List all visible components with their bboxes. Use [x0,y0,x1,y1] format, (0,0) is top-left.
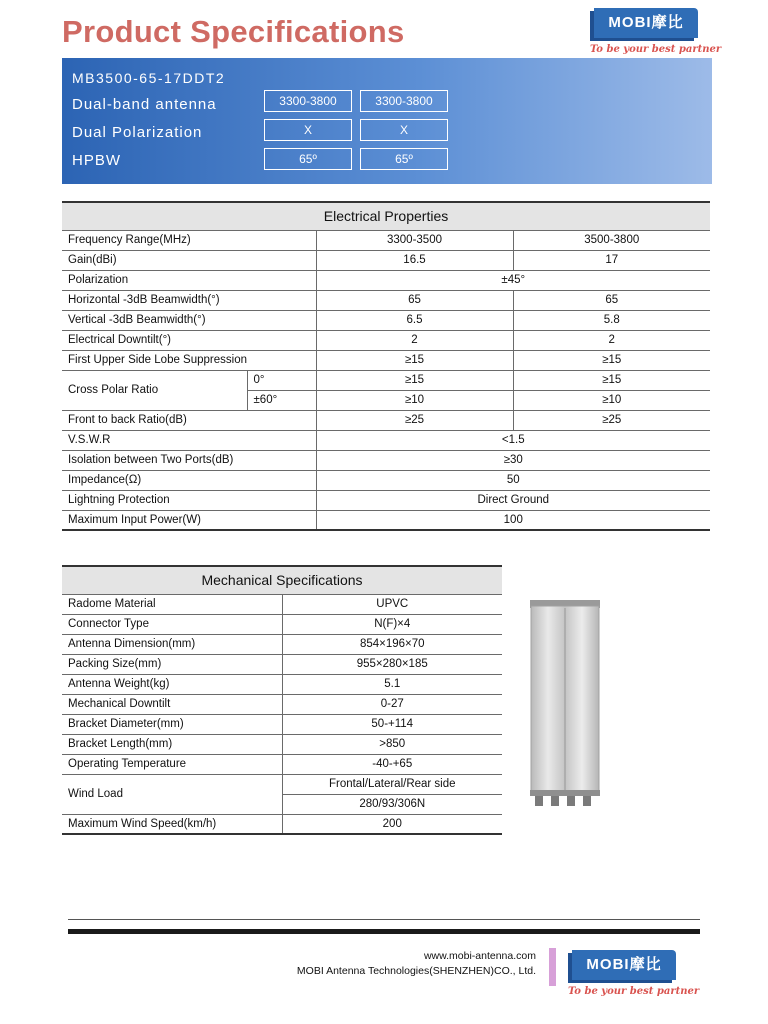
table-row [62,694,502,714]
cell-value: ≥25 [513,410,710,430]
cell-value: ≥25 [316,410,513,430]
cell-value: Direct Ground [316,490,710,510]
connector-icon [551,796,559,806]
cell-value: N(F)×4 [282,614,502,634]
footer-company: MOBI Antenna Technologies(SHENZHEN)CO., Ltd. [296,965,536,977]
model-banner [62,58,712,184]
row-label: Maximum Wind Speed(km/h) [62,814,282,834]
table-row [62,470,710,490]
logo-slogan: To be your best partner [590,44,722,55]
banner-label-hpbw: HPBW [72,152,121,169]
row-label: V.S.W.R [62,430,316,450]
table-row [62,250,710,270]
banner-label-polarization: Dual Polarization [72,124,203,141]
cell-value: 16.5 [316,250,513,270]
table-row [62,634,502,654]
row-label: Mechanical Downtilt [62,694,282,714]
cell-value: 2 [316,330,513,350]
antenna-bottom-cap [530,790,600,796]
cell-value: 50 [316,470,710,490]
cell-value: 100 [316,510,710,530]
cell-value: 50-+114 [282,714,502,734]
cell-value: >850 [282,734,502,754]
table-row [62,310,710,330]
cell-value: ≥15 [513,350,710,370]
table-row [62,290,710,310]
row-label: Packing Size(mm) [62,654,282,674]
connector-icon [535,796,543,806]
row-label: Electrical Downtilt(°) [62,330,316,350]
logo-text: MOBI摩比 [586,956,662,973]
electrical-title: Electrical Properties [62,202,710,230]
row-label: Horizontal -3dB Beamwidth(°) [62,290,316,310]
footer-website: www.mobi-antenna.com [423,950,536,962]
banner-label-band: Dual-band antenna [72,96,217,113]
banner-band-col1: 3300-3800 [264,90,352,112]
banner-hpbw-col1: 65º [264,148,352,170]
cell-value: ≥15 [513,370,710,390]
table-row [62,330,710,350]
row-label: Operating Temperature [62,754,282,774]
row-label: Bracket Length(mm) [62,734,282,754]
table-row [62,230,710,250]
logo-text: MOBI摩比 [608,14,684,31]
banner-polarization-col2: X [360,119,448,141]
table-row [62,754,502,774]
row-label: Antenna Dimension(mm) [62,634,282,654]
company-logo [590,8,722,62]
cell-value: 17 [513,250,710,270]
row-label: Front to back Ratio(dB) [62,410,316,430]
table-row [62,510,710,530]
table-row [62,614,502,634]
row-label: Antenna Weight(kg) [62,674,282,694]
antenna-product-image [527,600,603,810]
cell-value: ≥15 [316,350,513,370]
mechanical-specifications-table [62,565,502,835]
row-label: Wind Load [62,774,282,814]
row-label: Polarization [62,270,316,290]
page-title: Product Specifications [62,14,405,49]
cell-value: 5.8 [513,310,710,330]
row-label: Vertical -3dB Beamwidth(°) [62,310,316,330]
mechanical-title: Mechanical Specifications [62,566,502,594]
banner-hpbw-col2: 65º [360,148,448,170]
table-row [62,654,502,674]
row-label: Connector Type [62,614,282,634]
banner-polarization-col1: X [264,119,352,141]
cell-value: 200 [282,814,502,834]
electrical-properties-table [62,201,710,531]
cell-value: ≥10 [316,390,513,410]
connector-icon [583,796,591,806]
row-sublabel: 0° [247,370,316,390]
table-row [62,270,710,290]
cell-value: 6.5 [316,310,513,330]
table-row [62,594,502,614]
cell-value: 280/93/306N [282,794,502,814]
model-number: MB3500-65-17DDT2 [72,70,226,86]
cell-value: 65 [316,290,513,310]
table-row [62,350,710,370]
connector-icon [567,796,575,806]
footer-divider-thin [68,919,700,920]
table-row [62,674,502,694]
cell-value: 0-27 [282,694,502,714]
footer-divider-thick [68,929,700,934]
banner-band-col2: 3300-3800 [360,90,448,112]
table-row [62,714,502,734]
cell-value: -40-+65 [282,754,502,774]
row-label: First Upper Side Lobe Suppression [62,350,316,370]
cell-value: 65 [513,290,710,310]
row-label: Cross Polar Ratio [62,370,247,410]
cell-value: 5.1 [282,674,502,694]
table-row [62,370,710,390]
table-row [62,814,502,834]
cell-value: <1.5 [316,430,710,450]
logo-slogan: To be your best partner [568,986,700,997]
company-logo-footer [568,950,700,1004]
cell-value: 955×280×185 [282,654,502,674]
cell-value: ≥30 [316,450,710,470]
row-label: Lightning Protection [62,490,316,510]
table-row [62,490,710,510]
table-row [62,734,502,754]
row-label: Maximum Input Power(W) [62,510,316,530]
row-label: Impedance(Ω) [62,470,316,490]
row-label: Bracket Diameter(mm) [62,714,282,734]
row-sublabel: ±60° [247,390,316,410]
cell-value: 854×196×70 [282,634,502,654]
row-label: Isolation between Two Ports(dB) [62,450,316,470]
cell-value: 3300-3500 [316,230,513,250]
table-row [62,774,502,794]
table-row [62,410,710,430]
cell-value: ±45° [316,270,710,290]
table-row [62,450,710,470]
cell-value: 3500-3800 [513,230,710,250]
cell-value: ≥10 [513,390,710,410]
cell-value: Frontal/Lateral/Rear side [282,774,502,794]
row-label: Radome Material [62,594,282,614]
row-label: Frequency Range(MHz) [62,230,316,250]
cell-value: ≥15 [316,370,513,390]
cell-value: UPVC [282,594,502,614]
cell-value: 2 [513,330,710,350]
table-row [62,430,710,450]
row-label: Gain(dBi) [62,250,316,270]
footer-accent-bar [549,948,556,986]
